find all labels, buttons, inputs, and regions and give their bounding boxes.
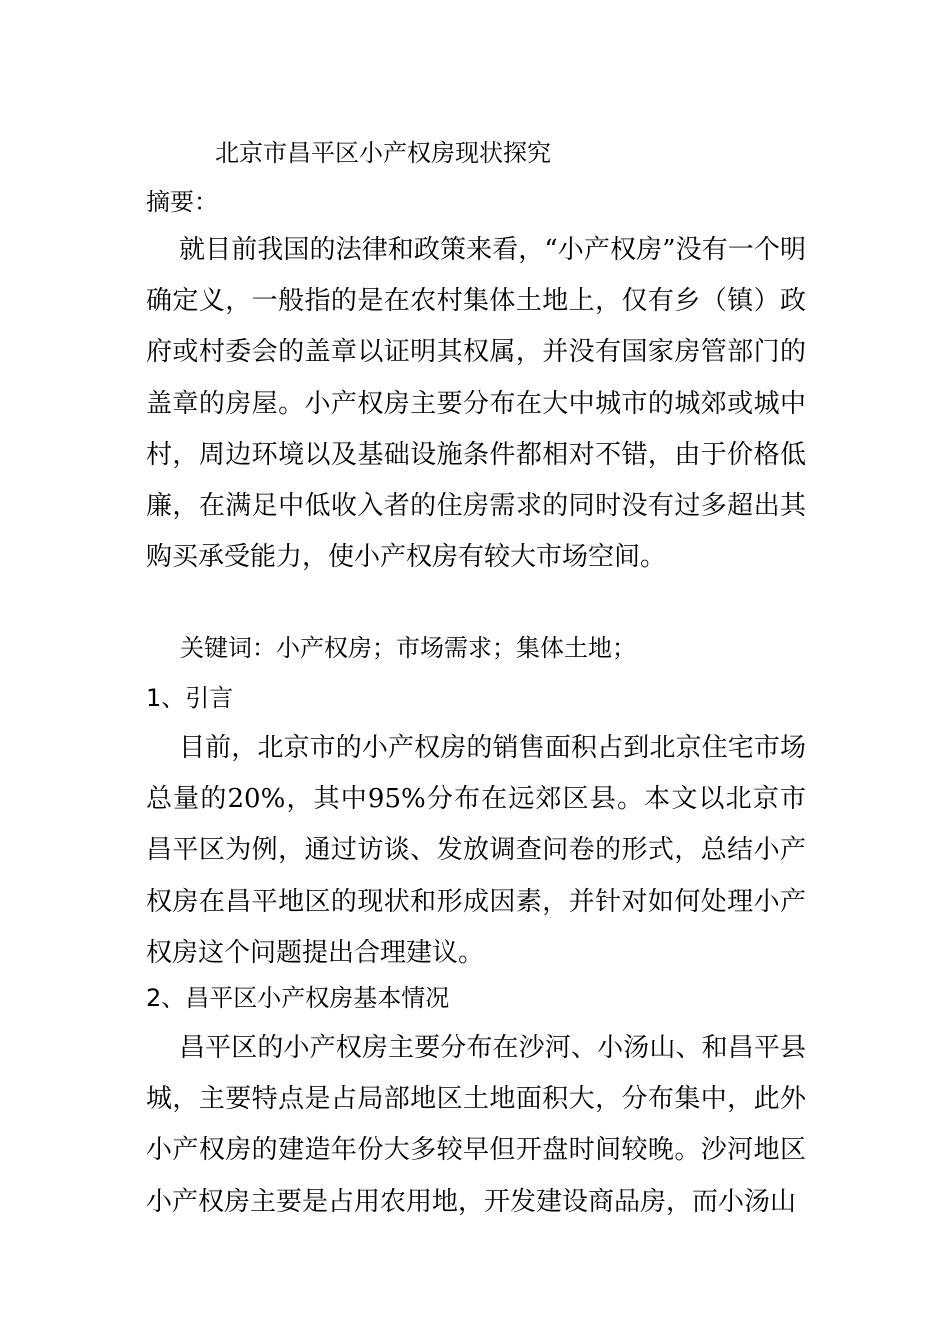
abstract-heading: 摘要：	[146, 188, 218, 216]
section-2-paragraph: 昌平区的小产权房主要分布在沙河、小汤山、和昌平县城，主要特点是占局部地区土地面积大，分布集中，此外小产权房的建造年份大多较早但开盘时间较晚。沙河地区小产权房主要是占用农用地，开发建设商品房，而小汤山	[146, 1033, 806, 1217]
keywords-line: 关键词：小产权房；市场需求；集体土地；	[180, 634, 636, 662]
section-2-heading: 2、昌平区小产权房基本情况	[146, 984, 450, 1012]
document-title: 北京市昌平区小产权房现状探究	[215, 139, 551, 167]
section-1-paragraph: 目前，北京市的小产权房的销售面积占到北京住宅市场总量的20%，其中95%分布在远郊区县。本文以北京市昌平区为例，通过访谈、发放调查问卷的形式，总结小产权房在昌平地区的现状和形成因素，并针对如何处理小产权房这个问题提出合理建议。	[146, 733, 806, 968]
section-1-heading: 1、引言	[146, 684, 234, 712]
abstract-paragraph: 就目前我国的法律和政策来看，“小产权房”没有一个明确定义，一般指的是在农村集体土地上，仅有乡（镇）政府或村委会的盖章以证明其权属，并没有国家房管部门的盖章的房屋。小产权房主要分布在大中城市的城郊或城中村，周边环境以及基础设施条件都相对不错，由于价格低廉，在满足中低收入者的住房需求的同时没有过多超出其购买承受能力，使小产权房有较大市场空间。	[146, 235, 806, 573]
